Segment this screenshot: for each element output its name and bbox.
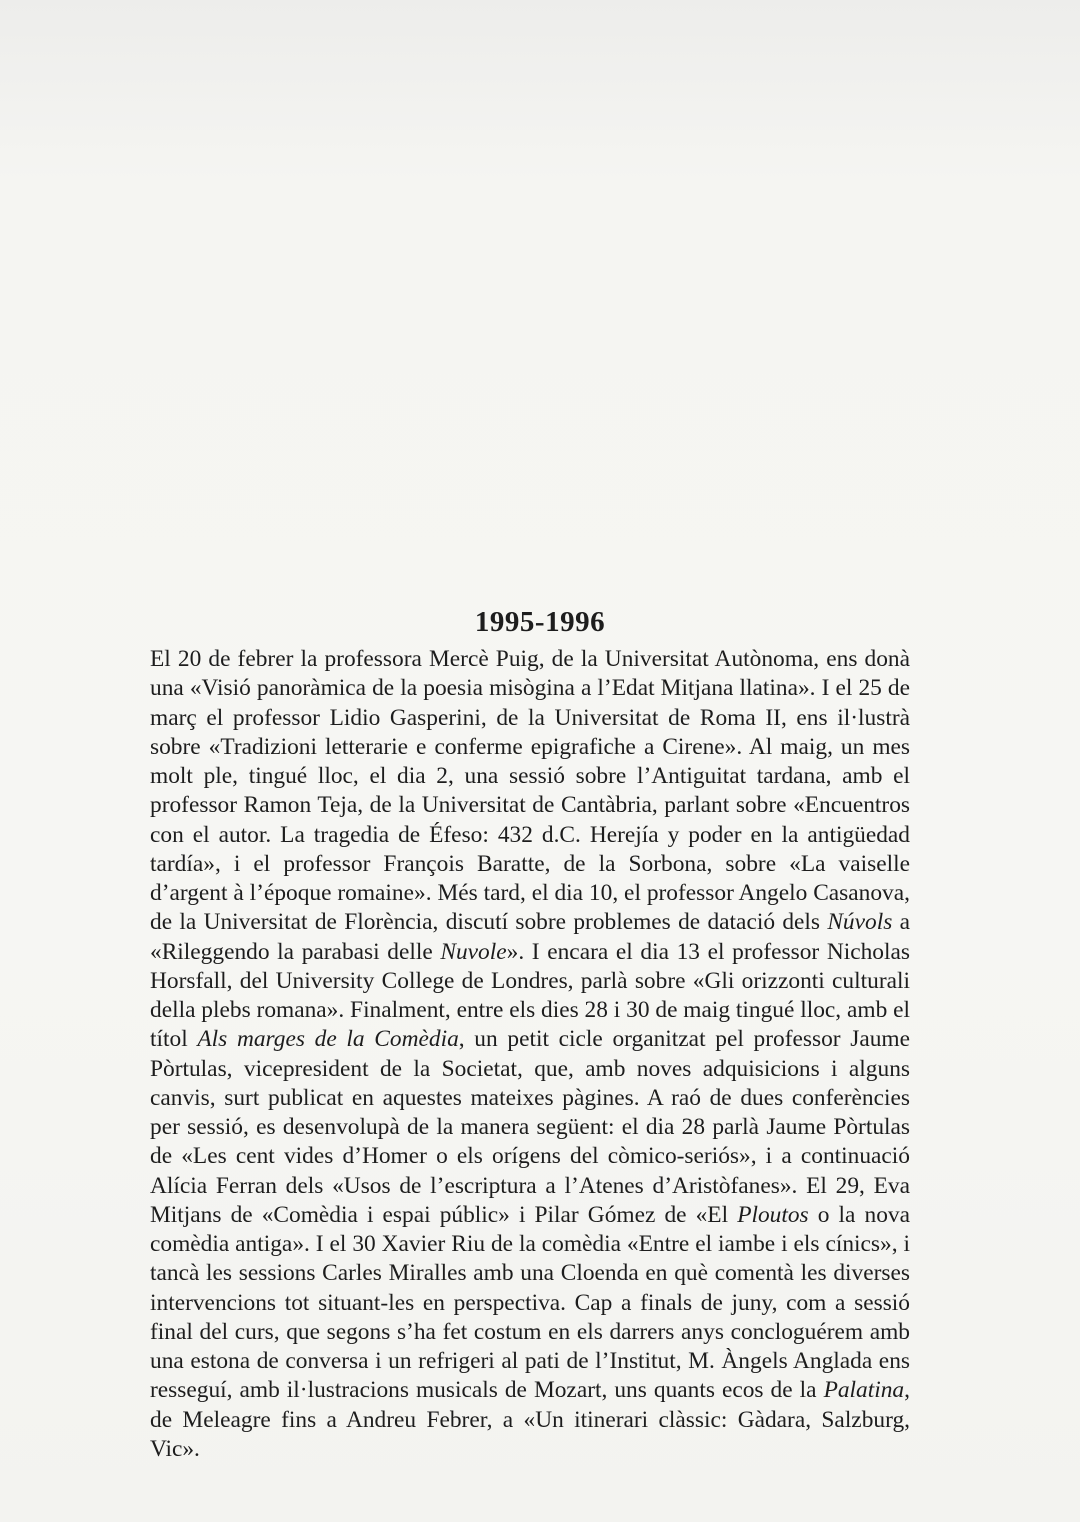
- page-heading: 1995-1996: [474, 606, 606, 639]
- italic-title-run: Palatina: [823, 1377, 905, 1404]
- text-run: o la nova comèdia antiga». I el 30 Xavier Riu de la comèdia «Entre el iambe i els cínics», i tancà les sessions Carles Miralles amb una Cloenda en què comentà les diverses intervencions tot situant-les en perspectiva. Cap a finals de juny, com a sessió final del curs, que segons s’ha fet costum en els darrers anys concloguérem amb una estona de conversa i un refrigeri al pati de l’Institut, M. Àngels Anglada ens resseguí, amb il·lustracions musicals de Mozart, uns quants ecos de la: [150, 1201, 910, 1404]
- italic-title-run: Ploutos: [737, 1201, 809, 1228]
- italic-title-run: Als marges de la Comèdia: [197, 1026, 459, 1053]
- italic-title-run: Nuvole: [440, 938, 507, 965]
- text-run: ». I encara el dia 13 el professor Nicholas Horsfall, del University College de Londres, parlà sobre «Gli orizzonti culturali della plebs romana». Finalment, entre els dies 28 i 30 de maig tingué lloc, amb el títol: [150, 938, 911, 1053]
- text-run: El 20 de febrer la professora Mercè Puig, de la Universitat Autònoma, ens donà una «Visió panoràmica de la poesia misògina a l’Edat Mitjana llatina». I el 25 de març el professor Lidio Gasperini, de la Universitat de Roma II, ens il·lustrà sobre «Tradizioni letterarie e conferme epigrafiche a Cirene». Al maig, un mes molt ple, tingué lloc, el dia 2, una sessió sobre l’Antiguitat tardana, amb el professor Ramon Teja, de la Universitat de Cantàbria, parlant sobre «Encuentros con el autor. La tragedia de Éfeso: 432 d.C. Herejía y poder en la antigüedad tardía», i el professor François Baratte, de la Sorbona, sobre «La vaiselle d’argent à l’époque romaine». Més tard, el dia 10, el professor Angelo Casanova, de la Universitat de Florència, discutí sobre problemes de datació dels: [150, 646, 910, 936]
- text-run: a «Rileggendo la parabasi delle: [150, 909, 911, 965]
- text-run: , de Meleagre fins a Andreu Febrer, a «Un itinerari clàssic: Gàdara, Salzburg, Vic».: [150, 1377, 910, 1462]
- italic-title-run: Núvols: [827, 909, 893, 936]
- body-paragraph: [150, 645, 910, 1464]
- text-run: , un petit cicle organitzat pel professor Jaume Pòrtulas, vicepresident de la Societat, que, amb noves adquisicions i alguns canvis, surt publicat en aquestes mateixes pàgines. A raó de dues conferències per sessió, es desenvolupà de la manera següent: el dia 28 parlà Jaume Pòrtulas de «Les cent vides d’Homer o els orígens del còmico-seriós», i a continuació Alícia Ferran dels «Usos de l’escriptura a l’Atenes d’Aristòfanes». El 29, Eva Mitjans de «Comèdia i espai públic» i Pilar Gómez de «El: [150, 1026, 910, 1228]
